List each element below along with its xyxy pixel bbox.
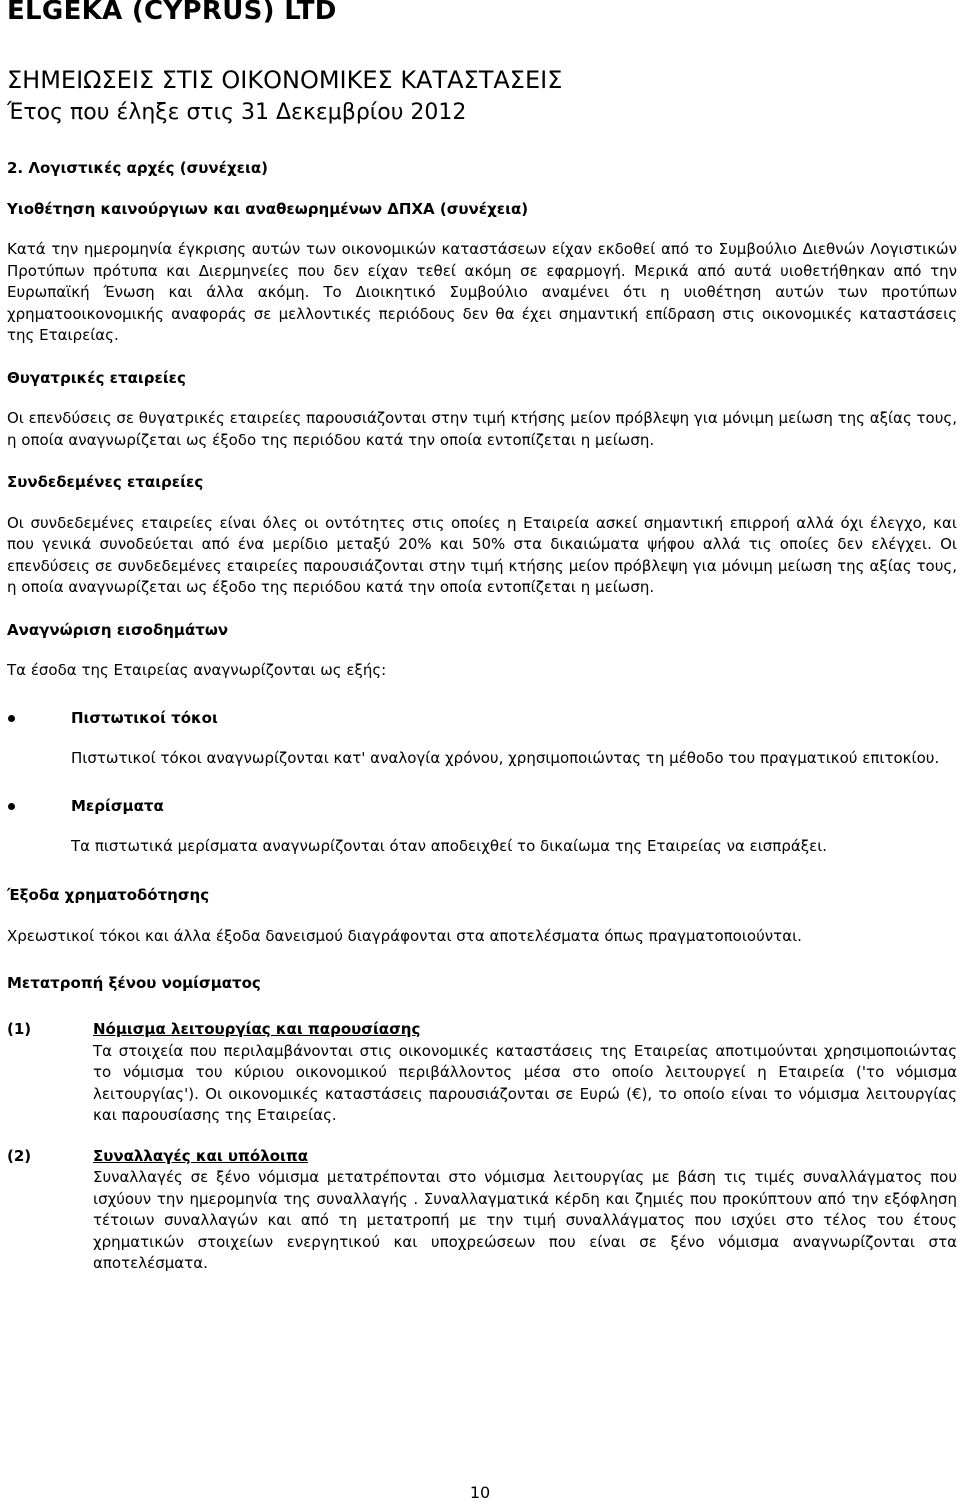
- adoption-heading: Υιοθέτηση καινούργιων και αναθεωρημένων ΔΠΧΑ (συνέχεια): [7, 199, 529, 218]
- item-number: (2): [7, 1146, 32, 1165]
- subsidiaries-text: Οι επενδύσεις σε θυγατρικές εταιρείες παρουσιάζονται στην τιμή κτήσης μείον πρόβλεψη για μόνιμη μείωση της αξίας τους, η οποία αναγνωρίζεται ως έξοδο της περιόδου κατά την οποία εντοπίζεται η μείωση.: [7, 409, 957, 449]
- list-item-text: Τα στοιχεία που περιλαμβάνονται στις οικονομικές καταστάσεις της Εταιρείας αποτιμούνται χρησιμοποιώντας το νόμισμα του κύριου οικονομικού περιβάλλοντος μέσα στο οποίο λειτουργεί η Εταιρεία ('το νόμισμα λειτουργίας'). Οι οικονομικές καταστάσεις παρουσιάζονται σε Ευρώ (€), το οποίο είναι το νόμισμα λειτουργίας και παρουσίασης της Εταιρείας.: [93, 1041, 957, 1124]
- list-item-title: Πιστωτικοί τόκοι: [71, 708, 218, 727]
- list-item-title: Συναλλαγές και υπόλοιπα: [93, 1146, 309, 1165]
- revenue-intro: Τα έσοδα της Εταιρείας αναγνωρίζονται ως εξής:: [7, 661, 387, 679]
- list-item-text: Συναλλαγές σε ξένο νόμισμα μετατρέπονται στο νόμισμα λειτουργίας με βάση τις τιμές συναλλάγματος που ισχύουν την ημερομηνία της συναλλαγής . Συναλλαγματικά κέρδη και ζημιές που προκύπτουν από την εξόφληση τέτοιων συναλλαγών και από τη μετατροπή με την τιμή συναλλάγματος που ισχύει στο τέλος του έτους χρηματικών στοιχείων ενεργητικού και υποχρεώσεων που είναι σε ξένο νόμισμα αναγνωρίζονται στα αποτελέσματα.: [93, 1168, 957, 1272]
- list-item-text: Πιστωτικοί τόκοι αναγνωρίζονται κατ' αναλογία χρόνου, χρησιμοποιώντας τη μέθοδο του πραγματικού επιτοκίου.: [71, 749, 940, 767]
- list-item-text: Τα πιστωτικά μερίσματα αναγνωρίζονται όταν αποδειχθεί το δικαίωμα της Εταιρείας να εισπράξει.: [71, 837, 828, 855]
- bullet-icon: [8, 803, 15, 810]
- item-number: (1): [7, 1020, 32, 1038]
- revenue-heading: Αναγνώριση εισοδημάτων: [7, 620, 229, 639]
- section-heading: 2. Λογιστικές αρχές (συνέχεια): [7, 159, 268, 177]
- list-item: [7, 796, 957, 858]
- finance-costs-text: Χρεωστικοί τόκοι και άλλα έξοδα δανεισμού διαγράφονται στα αποτελέσματα όπως πραγματοποιούνται.: [7, 927, 802, 945]
- list-item: [7, 1146, 957, 1275]
- associates-text: Οι συνδεδεμένες εταιρείες είναι όλες οι οντότητες στις οποίες η Εταιρεία ασκεί σημαντική επιρροή αλλά όχι έλεγχο, και που γενικά συνοδεύεται από ένα μερίδιο μεταξύ 20% και 50% στα δικαιώματα ψήφου αλλά τις οποίες δεν ελέγχει. Οι επενδύσεις σε συνδεδεμένες εταιρείες παρουσιάζονται στην τιμή κτήσης μείον πρόβλεψη για μόνιμη μείωση της αξίας τους, η οποία αναγνωρίζεται ως έξοδο της περιόδου κατά την οποία εντοπίζεται η μείωση.: [7, 513, 957, 596]
- list-item: [7, 708, 957, 770]
- list-item-title: Μερίσματα: [71, 796, 164, 815]
- fx-heading: Μετατροπή ξένου νομίσματος: [7, 973, 261, 992]
- document-title: ΣΗΜΕΙΩΣΕΙΣ ΣΤΙΣ ΟΙΚΟΝΟΜΙΚΕΣ ΚΑΤΑΣΤΑΣΕΙΣ: [7, 66, 563, 94]
- document-subtitle: Έτος που έληξε στις 31 Δεκεμβρίου 2012: [7, 100, 467, 125]
- bullet-icon: [8, 715, 15, 722]
- notes-content: [7, 158, 957, 1275]
- page-number: 10: [469, 1483, 491, 1502]
- adoption-text: Κατά την ημερομηνία έγκρισης αυτών των οικονομικών καταστάσεων είχαν εκδοθεί από το Συμβούλιο Διεθνών Λογιστικών Προτύπων πρότυπα και Διερμηνείες που δεν είχαν τεθεί ακόμη σε εφαρμογή. Μερικά από αυτά υιοθετήθηκαν από την Ευρωπαϊκή Ένωση και άλλα ακόμη. Το Διοικητικό Συμβούλιο αναμένει ότι η υιοθέτηση αυτών των προτύπων χρηματοοικονομικής αναφοράς σε μελλοντικές περιόδους δεν θα έχει σημαντική επίδραση στις οικονομικές καταστάσεις της Εταιρείας.: [7, 240, 957, 344]
- list-item: [7, 1019, 957, 1127]
- associates-heading: Συνδεδεμένες εταιρείες: [7, 473, 204, 491]
- finance-costs-heading: Έξοδα χρηματοδότησης: [7, 885, 210, 904]
- revenue-list: [7, 708, 957, 858]
- list-item-title: Νόμισμα λειτουργίας και παρουσίασης: [93, 1020, 421, 1038]
- company-name: ELGEKA (CYPRUS) LTD: [7, 0, 337, 26]
- fx-list: [7, 1019, 957, 1275]
- subsidiaries-heading: Θυγατρικές εταιρείες: [7, 368, 186, 387]
